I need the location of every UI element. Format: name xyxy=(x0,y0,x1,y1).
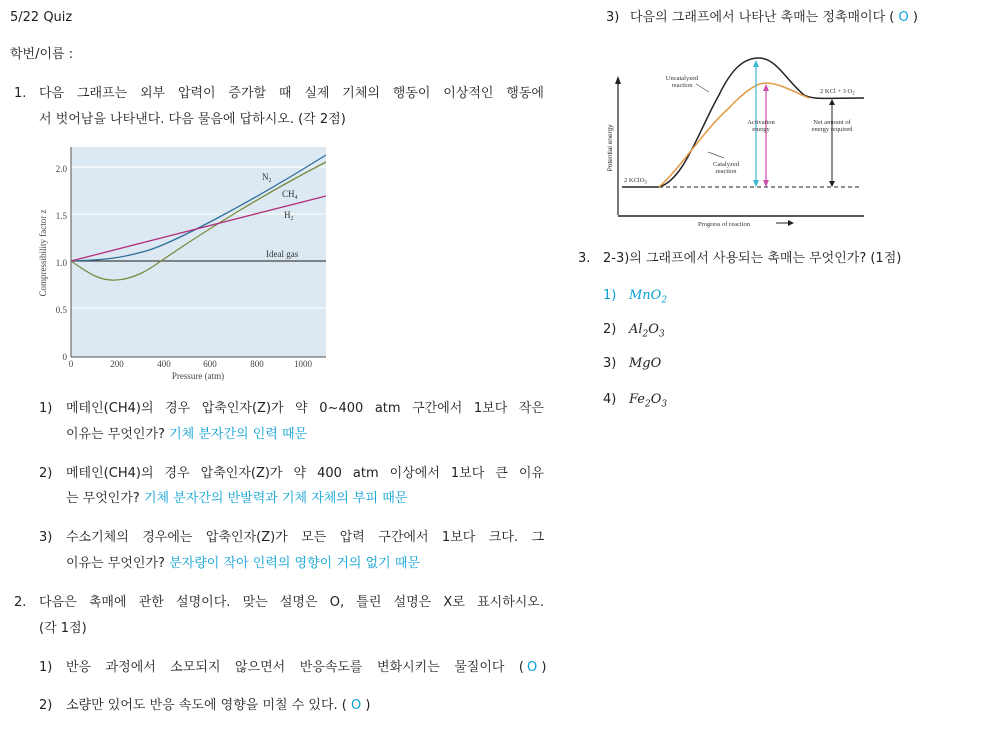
q2-sub2-mark: O xyxy=(351,698,362,713)
q3-option3-formula: MgO xyxy=(629,356,662,371)
q1-sub2-answer: 기체 분자간의 반발력과 기체 자체의 부피 때문 xyxy=(143,491,408,506)
y-tick: 0.5 xyxy=(55,305,67,315)
q1-sub1-number: 1) xyxy=(39,401,53,416)
catalyzed-label-line2: reaction xyxy=(715,168,737,175)
q3-text: 2-3)의 그래프에서 사용되는 촉매는 무엇인가? (1점) xyxy=(603,251,902,266)
q1-text-line2: 서 벗어남을 나타낸다. 다음 물음에 답하시오. (각 2점) xyxy=(39,112,346,127)
q3-option1-number: 1) xyxy=(603,288,617,303)
uncatalyzed-label-line1: Uncatalyzed xyxy=(665,75,699,82)
ideal-gas-label: Ideal gas xyxy=(266,249,299,259)
q1-sub3-line2: 이유는 무엇인가? 분자량이 작아 인력의 영향이 거의 없기 때문 xyxy=(66,556,420,571)
x-axis-label: Pressure (atm) xyxy=(171,371,225,381)
x-tick: 200 xyxy=(110,359,124,369)
q2-sub3-mark: O xyxy=(898,10,909,25)
x-tick: 400 xyxy=(157,359,171,369)
quiz-title: 5/22 Quiz xyxy=(10,10,73,25)
reaction-energy-diagram xyxy=(604,40,872,234)
q3-option2-number: 2) xyxy=(603,322,617,337)
q3-option2-formula: $Al_2O_3$ xyxy=(629,322,665,340)
uncatalyzed-label-line2: reaction xyxy=(671,82,693,89)
q3-option3-number: 3) xyxy=(603,356,617,371)
x-tick: 0 xyxy=(68,359,74,369)
y-tick: 1.0 xyxy=(55,258,67,268)
q3-option1-formula: MnO$_2$ xyxy=(629,288,668,306)
y-tick: 0 xyxy=(62,352,67,362)
x-tick: 800 xyxy=(250,359,264,369)
q2-sub1-mark: O xyxy=(527,660,538,675)
x-tick: 600 xyxy=(203,359,217,369)
reactant-label: 2 KClO$_3$ xyxy=(624,177,647,186)
q3-option4-number: 4) xyxy=(603,392,617,407)
x-tick: 1000 xyxy=(294,359,312,369)
q2-sub3-text: 다음의 그래프에서 나타난 촉매는 정촉매이다 ( O ) xyxy=(630,10,918,25)
q3-number: 3. xyxy=(578,251,591,266)
q1-sub1-line1: 메테인(CH4)의 경우 압축인자(Z)가 약 0~400 atm 구간에서 1보다 작은 xyxy=(66,401,544,416)
q1-sub2-number: 2) xyxy=(39,466,53,481)
q2-sub2-text: 소량만 있어도 반응 속도에 영향을 미칠 수 있다. ( O ) xyxy=(66,698,371,713)
energy-y-label: Potential energy xyxy=(607,124,614,172)
q2-sub1-text: 반응 과정에서 소모되지 않으면서 반응속도를 변화시키는 물질이다 ( xyxy=(66,660,524,675)
y-tick: 1.5 xyxy=(55,211,67,221)
energy-x-label: Progress of reaction xyxy=(698,221,750,228)
q1-sub1-line2: 이유는 무엇인가? 기체 분자간의 인력 때문 xyxy=(66,427,308,442)
compressibility-chart xyxy=(36,145,336,390)
q2-text-line1: 다음은 촉매에 관한 설명이다. 맞는 설명은 O, 틀린 설명은 X로 표시하시오. xyxy=(39,595,544,610)
q2-text-line2: (각 1점) xyxy=(39,621,87,636)
q1-number: 1. xyxy=(14,86,27,101)
q1-sub3-answer: 분자량이 작아 인력의 영향이 거의 없기 때문 xyxy=(169,556,420,571)
q1-sub2-line2: 는 무엇인가? 기체 분자간의 반발력과 기체 자체의 부피 때문 xyxy=(66,491,408,506)
y-axis-label: Compressibility factor z xyxy=(38,209,48,297)
q1-sub3-number: 3) xyxy=(39,530,53,545)
h2-label: $H_2$ xyxy=(284,210,294,222)
q2-sub1-number: 1) xyxy=(39,660,53,675)
net-energy-label-line1: Net amount of xyxy=(813,119,851,126)
q2-sub3-number: 3) xyxy=(606,10,620,25)
q1-sub1-answer: 기체 분자간의 인력 때문 xyxy=(169,427,308,442)
activation-label-line1: Activation xyxy=(747,119,775,126)
q3-option4-formula: $Fe_2O_3$ xyxy=(629,392,668,410)
q1-text-line1: 다음 그래프는 외부 압력이 증가할 때 실제 기체의 행동이 이상적인 행동에 xyxy=(39,86,544,101)
student-id-label: 학번/이름 : xyxy=(10,47,74,62)
net-energy-label-line2: energy required xyxy=(811,126,853,133)
ch4-label: $CH_4$ xyxy=(282,189,298,201)
n2-label: $N_2$ xyxy=(262,172,272,184)
q2-number: 2. xyxy=(14,595,27,610)
product-label: 2 KCl + 3 $O_2$ xyxy=(820,88,855,97)
q2-sub2-number: 2) xyxy=(39,698,53,713)
activation-label-line2: energy xyxy=(752,126,770,133)
y-tick: 2.0 xyxy=(55,164,67,174)
q1-sub2-line1: 메테인(CH4)의 경우 압축인자(Z)가 약 400 atm 이상에서 1보다 큰 이유 xyxy=(66,466,544,481)
q2-sub1-mark-wrap: O ) xyxy=(527,660,547,675)
q1-sub3-line1: 수소기체의 경우에는 압축인자(Z)가 모든 압력 구간에서 1보다 크다. 그 xyxy=(66,530,544,545)
catalyzed-label-line1: Catalyzed xyxy=(713,161,739,168)
